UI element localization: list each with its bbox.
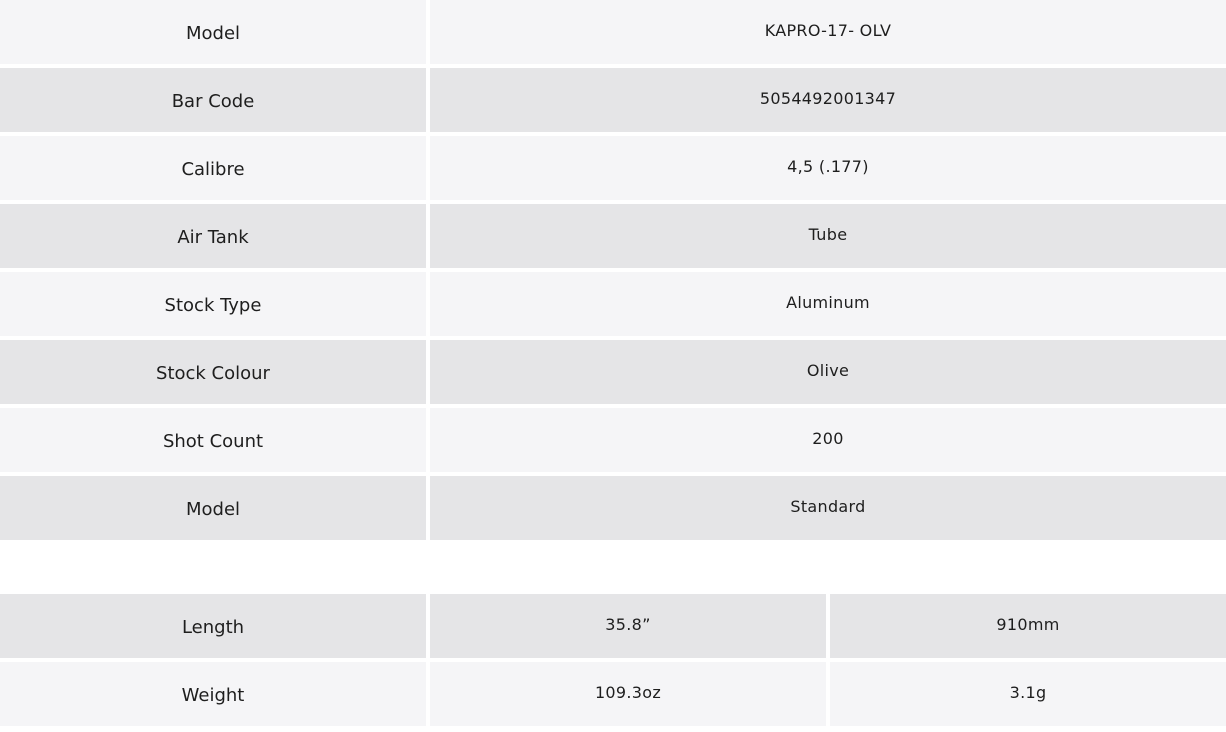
spec-value: Standard — [430, 476, 1226, 540]
dimension-metric-value: 3.1g — [830, 662, 1226, 726]
spec-value: Olive — [430, 340, 1226, 404]
spec-label: Shot Count — [0, 408, 426, 472]
spec-value: Tube — [430, 204, 1226, 268]
spec-row-calibre — [0, 136, 1226, 200]
spec-row-air-tank — [0, 204, 1226, 268]
spec-label: Model — [0, 476, 426, 540]
spec-value: 200 — [430, 408, 1226, 472]
dimensions-table — [0, 594, 1226, 730]
spec-value: 5054492001347 — [430, 68, 1226, 132]
spec-row-stock-type — [0, 272, 1226, 336]
spec-row-model-variant — [0, 476, 1226, 540]
spec-row-stock-colour — [0, 340, 1226, 404]
spec-label: Stock Colour — [0, 340, 426, 404]
spec-value: KAPRO-17- OLV — [430, 0, 1226, 64]
dimension-label: Weight — [0, 662, 426, 726]
dimension-metric-value: 910mm — [830, 594, 1226, 658]
dimension-row-weight — [0, 662, 1226, 726]
dimension-imperial-value: 109.3oz — [430, 662, 826, 726]
dimension-label: Length — [0, 594, 426, 658]
spec-row-shot-count — [0, 408, 1226, 472]
spec-label: Model — [0, 0, 426, 64]
dimension-row-length — [0, 594, 1226, 658]
spec-value: 4,5 (.177) — [430, 136, 1226, 200]
spec-label: Stock Type — [0, 272, 426, 336]
spec-label: Calibre — [0, 136, 426, 200]
spec-label: Bar Code — [0, 68, 426, 132]
dimension-imperial-value: 35.8” — [430, 594, 826, 658]
spec-value: Aluminum — [430, 272, 1226, 336]
spec-row-bar-code — [0, 68, 1226, 132]
spec-row-model — [0, 0, 1226, 64]
spec-label: Air Tank — [0, 204, 426, 268]
